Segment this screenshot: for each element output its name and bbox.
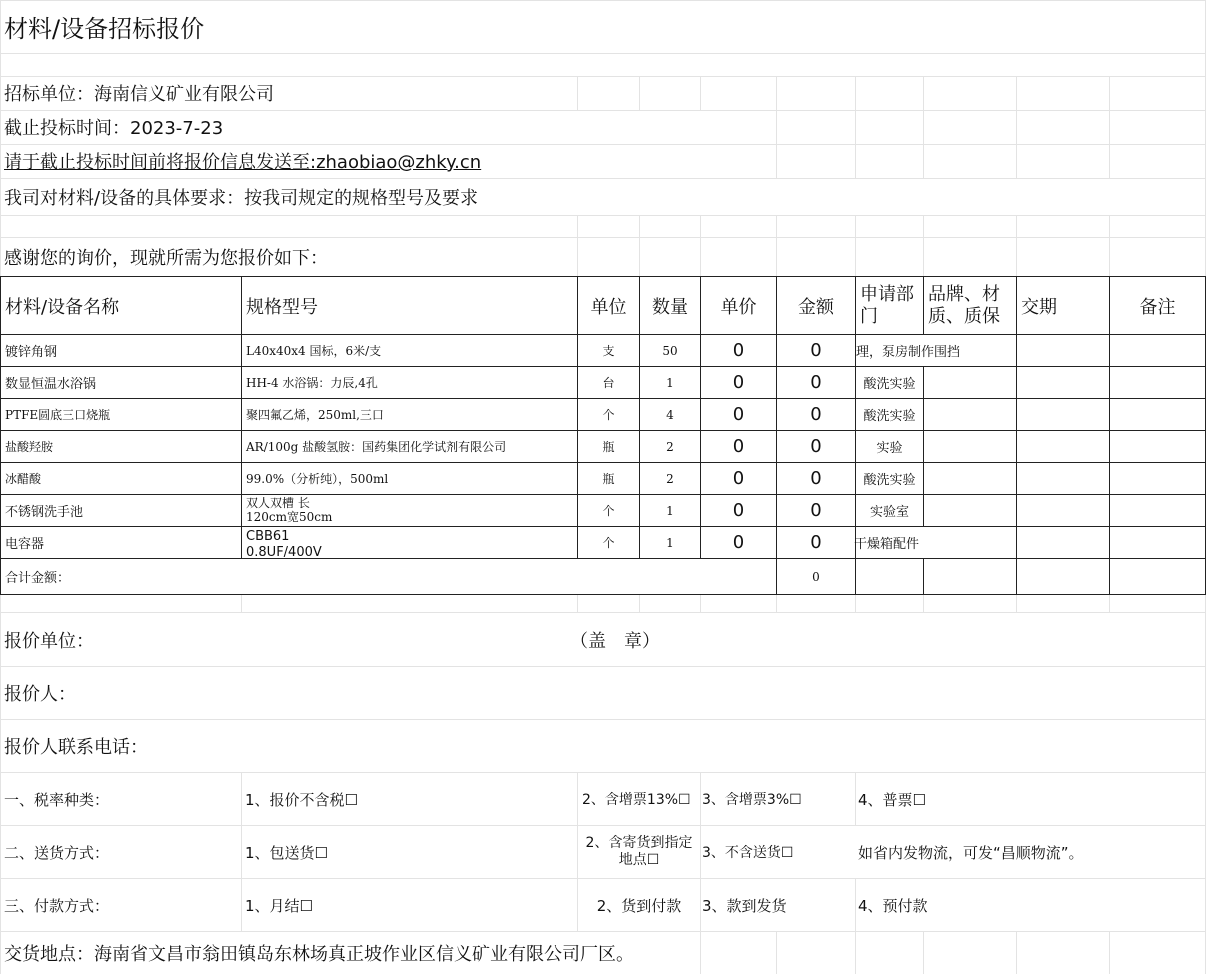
table-row-dept: 实验 <box>876 441 903 456</box>
table-row-price[interactable]: 0 <box>732 532 745 553</box>
payment-option-2[interactable]: 2、货到付款 <box>596 896 682 915</box>
table-row-name: 电容器 <box>5 537 45 552</box>
table-row-name: PTFE圆底三口烧瓶 <box>5 408 111 422</box>
header-name: 材料/设备名称 <box>5 296 120 318</box>
table-row-dept: 实验室 <box>869 505 909 520</box>
page-title: 材料/设备招标报价 <box>4 15 205 43</box>
tax-option-1[interactable]: 1、报价不含税☐ <box>245 790 358 809</box>
table-row-price[interactable]: 0 <box>732 404 745 425</box>
shipping-label: 二、送货方式： <box>4 843 110 862</box>
header-qty: 数量 <box>652 296 688 318</box>
email-note-link[interactable]: 请于截止投标时间前将报价信息发送至:zhaobiao@zhky.cn <box>4 152 482 173</box>
shipping-option-3[interactable]: 3、不含送货☐ <box>702 845 794 861</box>
table-row-name: 不锈钢洗手池 <box>5 505 84 520</box>
thanks-text: 感谢您的询价，现就所需为您报价如下： <box>4 247 328 269</box>
table-row-amount: 0 <box>810 532 822 553</box>
quote-unit-label: 报价单位： <box>4 630 94 652</box>
table-row-name: 数显恒温水浴锅 <box>5 377 97 392</box>
table-row-qty: 4 <box>666 407 674 422</box>
table-row-amount: 0 <box>810 404 822 425</box>
table-row-amount: 0 <box>810 436 822 457</box>
table-row-price[interactable]: 0 <box>732 468 745 489</box>
header-price: 单价 <box>720 296 757 318</box>
header-brand: 品牌、材质、质保 <box>928 283 1000 327</box>
table-row-amount: 0 <box>810 500 822 521</box>
table-row-price[interactable]: 0 <box>732 436 745 457</box>
table-row-price[interactable]: 0 <box>732 500 745 521</box>
delivery-place: 交货地点：海南省文昌市翁田镇岛东林场真正坡作业区信义矿业有限公司厂区。 <box>4 944 634 965</box>
tax-option-3[interactable]: 3、含增票3%☐ <box>702 792 802 808</box>
table-row-unit: 支 <box>602 344 615 358</box>
payment-option-3[interactable]: 3、款到发货 <box>702 896 787 915</box>
bidder-info: 招标单位：海南信义矿业有限公司 <box>4 84 274 105</box>
payment-option-1[interactable]: 1、月结☐ <box>245 896 313 915</box>
table-row-dept: 酸洗实验 <box>863 409 916 424</box>
table-row-spec: 聚四氟乙烯，250ml,三口 <box>246 408 384 422</box>
quote-person-label: 报价人： <box>4 684 76 705</box>
table-row-spec: L40x40x4 国标，6米/支 <box>246 344 382 358</box>
tax-label: 一、税率种类： <box>4 790 110 809</box>
header-remark: 备注 <box>1139 296 1176 318</box>
table-row-unit: 瓶 <box>602 472 615 486</box>
table-row-price[interactable]: 0 <box>732 372 745 393</box>
table-row-qty: 1 <box>666 375 674 390</box>
shipping-option-1[interactable]: 1、包送货☐ <box>245 843 328 862</box>
table-row-amount: 0 <box>810 340 822 361</box>
table-row-name: 盐酸羟胺 <box>5 440 54 454</box>
header-delivery: 交期 <box>1021 296 1057 318</box>
payment-option-4[interactable]: 4、预付款 <box>858 896 928 915</box>
table-row-spec: 双人双槽 长120cm宽50cm <box>246 496 333 524</box>
table-row-spec: HH-4 水浴锅：力辰,4孔 <box>246 376 378 390</box>
table-row-dept: 干燥箱配件 <box>854 537 920 552</box>
seal-label: （盖 章） <box>570 630 660 652</box>
table-row-qty: 2 <box>666 471 674 486</box>
tax-option-4[interactable]: 4、普票☐ <box>858 790 926 809</box>
table-row-dept: 理，泵房制作围挡 <box>856 345 961 360</box>
table-row-amount: 0 <box>810 372 822 393</box>
total-value: 0 <box>812 569 820 584</box>
table-row-price[interactable]: 0 <box>732 340 745 361</box>
header-spec: 规格型号 <box>246 296 318 318</box>
table-row-name: 镀锌角钢 <box>5 345 58 360</box>
deadline-info: 截止投标时间：2023-7-23 <box>4 118 224 139</box>
table-row-unit: 个 <box>602 504 615 518</box>
table-row-dept: 酸洗实验 <box>863 377 916 392</box>
table-row-qty: 1 <box>666 535 674 550</box>
table-row-amount: 0 <box>810 468 822 489</box>
header-unit: 单位 <box>590 296 627 318</box>
table-row-unit: 台 <box>602 376 615 390</box>
shipping-option-2[interactable]: 2、含寄货到指定地点☐ <box>585 835 693 868</box>
header-amount: 金额 <box>798 296 834 318</box>
table-row-qty: 1 <box>666 503 674 518</box>
tax-option-2[interactable]: 2、含增票13%☐ <box>582 792 691 808</box>
table-row-qty: 2 <box>666 439 674 454</box>
table-row-unit: 个 <box>602 408 615 422</box>
table-row-spec: CBB61 0.8UF/400V <box>246 529 322 558</box>
table-row-dept: 酸洗实验 <box>863 473 916 488</box>
header-dept: 申请部门 <box>860 283 914 327</box>
table-row-unit: 瓶 <box>602 440 615 454</box>
quote-phone-label: 报价人联系电话： <box>4 737 148 758</box>
total-label: 合计金额： <box>5 571 71 586</box>
table-row-spec: AR/100g 盐酸氢胺：国药集团化学试剂有限公司 <box>246 440 507 454</box>
table-row-qty: 50 <box>662 343 678 358</box>
shipping-note: 如省内发物流，可发“昌顺物流”。 <box>858 843 1084 862</box>
table-row-name: 冰醋酸 <box>5 472 42 486</box>
table-row-unit: 个 <box>602 536 615 550</box>
payment-label: 三、付款方式： <box>4 896 110 915</box>
requirement-info: 我司对材料/设备的具体要求：按我司规定的规格型号及要求 <box>4 187 479 209</box>
table-row-spec: 99.0%（分析纯），500ml <box>246 472 389 486</box>
